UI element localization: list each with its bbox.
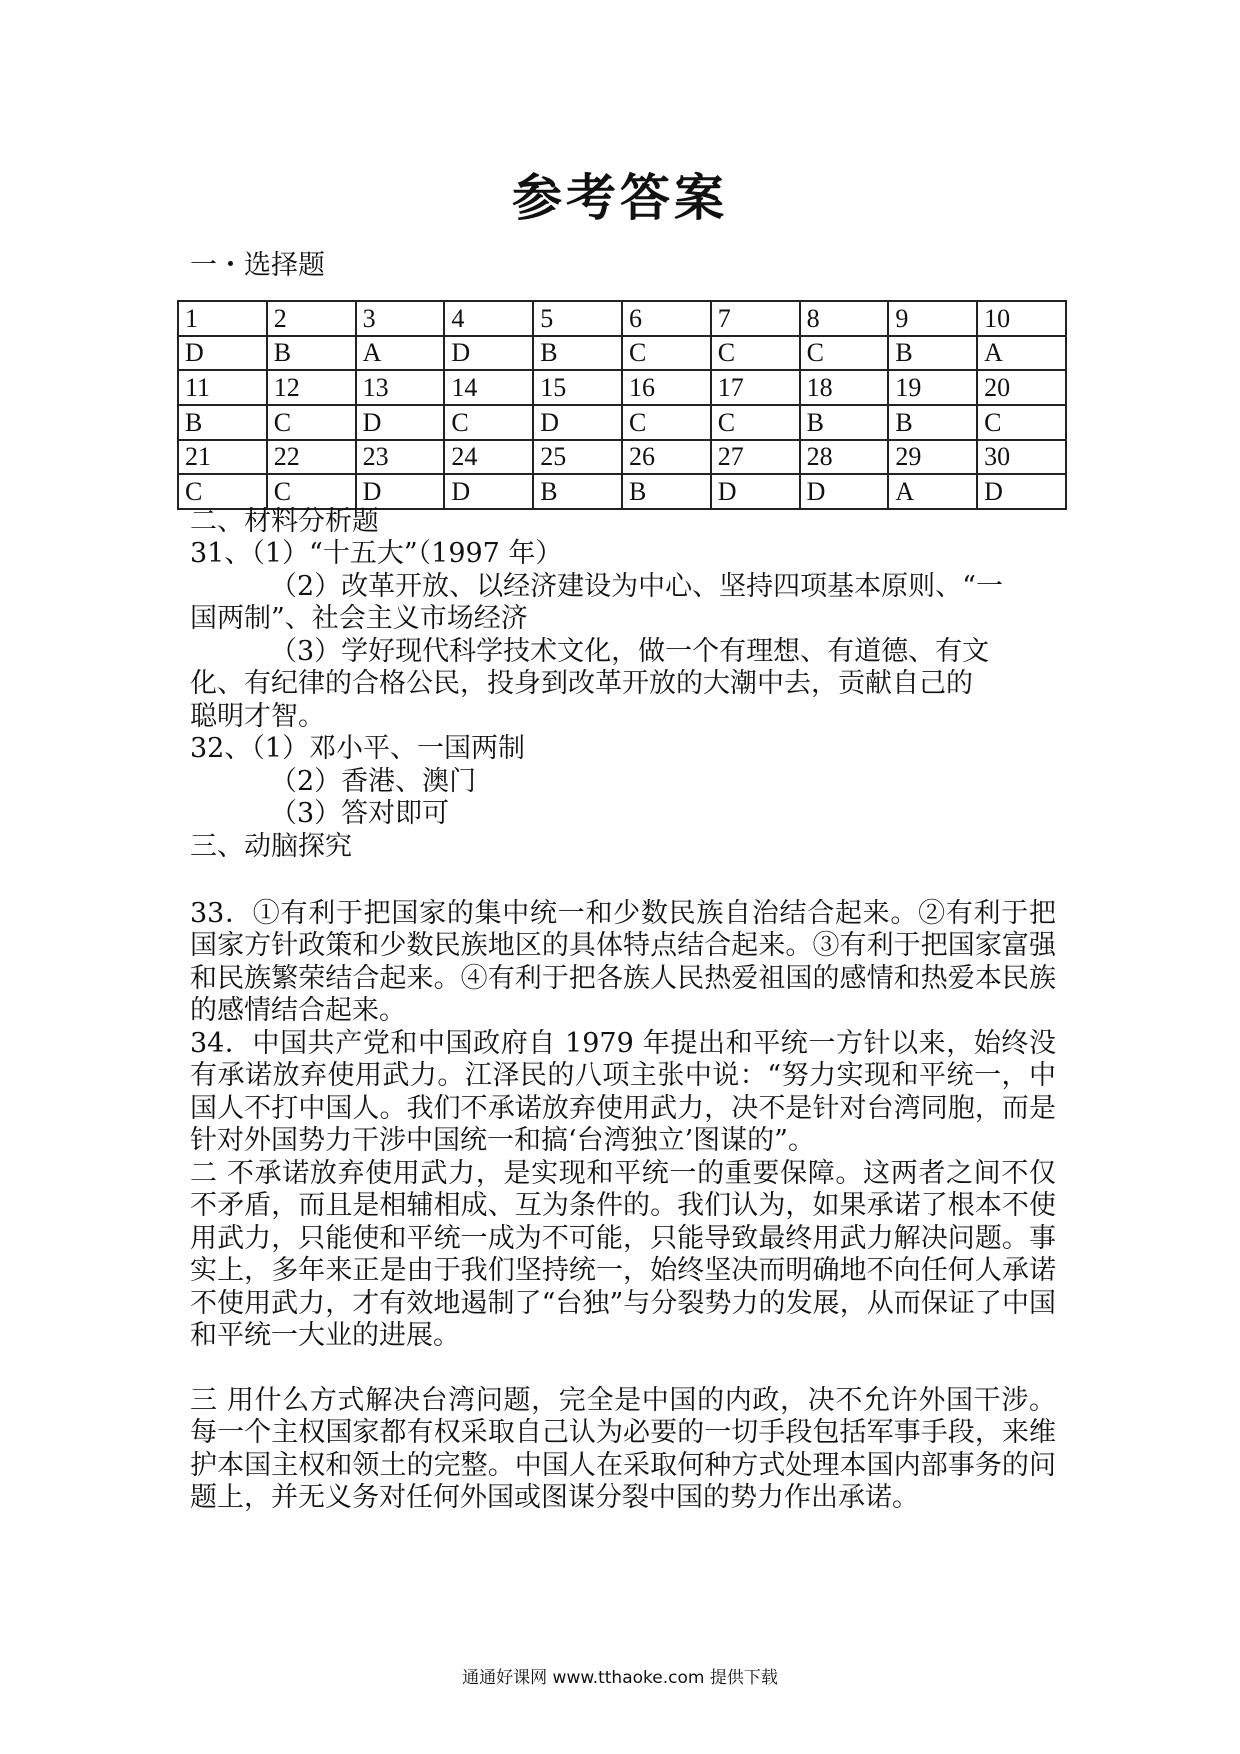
- answer-letter-cell: C: [267, 474, 356, 509]
- question-number-cell: 26: [622, 440, 711, 475]
- q34-answer-part3: 三 用什么方式解决台湾问题，完全是中国的内政，决不允许外国干涉。每一个主权国家都有权采取自己认为必要的一切手段包括军事手段，来维护本国主权和领土的完整。中国人在采取何种方式处理本国内部事务的问题上，并无义务对任何外国或图谋分裂中国的势力作出承诺。: [190, 1385, 1056, 1514]
- answer-letter-cell: D: [444, 336, 533, 371]
- q34-answer-part2: 二 不承诺放弃使用武力，是实现和平统一的重要保障。这两者之间不仅不矛盾，而且是相辅相成、互为条件的。我们认为，如果承诺了根本不使用武力，只能使和平统一成为不可能，只能导致最终用武力解决问题。事实上，多年来正是由于我们坚持统一，始终坚决而明确地不向任何人承诺不使用武力，才有效地遏制了“台独”与分裂势力的发展，从而保证了中国和平统一大业的进展。: [190, 1158, 1056, 1352]
- answer-letter-cell: D: [977, 474, 1066, 509]
- answer-letter-cell: A: [356, 336, 445, 371]
- answer-table: [177, 300, 1067, 510]
- answer-letter-cell: C: [622, 336, 711, 371]
- question-number-cell: 29: [888, 440, 977, 475]
- answer-letter-cell: B: [800, 405, 889, 440]
- q31-part3-line1: （3）学好现代科学技术文化，做一个有理想、有道德、有文: [270, 636, 990, 667]
- question-number-row: [178, 370, 1066, 405]
- answer-letter-cell: B: [533, 336, 622, 371]
- answer-letter-cell: C: [800, 336, 889, 371]
- answer-letter-cell: B: [622, 474, 711, 509]
- question-number-cell: 30: [977, 440, 1066, 475]
- answer-letter-cell: D: [533, 405, 622, 440]
- question-number-cell: 22: [267, 440, 356, 475]
- answer-letter-row: [178, 336, 1066, 371]
- q31-part3-line2: 化、有纪律的合格公民，投身到改革开放的大潮中去，贡献自己的: [190, 668, 973, 699]
- q31-part2-line2: 国两制”、社会主义市场经济: [190, 603, 528, 634]
- question-number-cell: 3: [356, 301, 445, 336]
- section3-heading: 三、动脑探究: [190, 831, 352, 862]
- answer-letter-cell: C: [977, 405, 1066, 440]
- question-number-cell: 2: [267, 301, 356, 336]
- answer-letter-cell: C: [711, 405, 800, 440]
- answer-letter-cell: B: [178, 405, 267, 440]
- q32-part2: （2）香港、澳门: [270, 766, 477, 797]
- question-number-cell: 1: [178, 301, 267, 336]
- question-number-cell: 6: [622, 301, 711, 336]
- answer-letter-cell: C: [444, 405, 533, 440]
- q32-part3: （3）答对即可: [270, 798, 450, 829]
- answer-letter-cell: C: [178, 474, 267, 509]
- section2-heading: 二、材料分析题: [190, 506, 379, 537]
- answer-letter-cell: C: [267, 405, 356, 440]
- question-number-cell: 10: [977, 301, 1066, 336]
- question-number-cell: 27: [711, 440, 800, 475]
- answer-letter-cell: D: [178, 336, 267, 371]
- page-footer: 通通好课网 www.tthaoke.com 提供下载: [462, 1668, 778, 1688]
- answer-letter-row: [178, 474, 1066, 509]
- answer-letter-cell: D: [356, 474, 445, 509]
- question-number-cell: 21: [178, 440, 267, 475]
- q31-part2-line1: （2）改革开放、以经济建设为中心、坚持四项基本原则、“一: [270, 571, 1003, 602]
- question-number-cell: 14: [444, 370, 533, 405]
- question-number-cell: 17: [711, 370, 800, 405]
- q34-answer-part1: 34．中国共产党和中国政府自 1979 年提出和平统一方针以来，始终没有承诺放弃使用武力。江泽民的八项主张中说：“努力实现和平统一，中国人不打中国人。我们不承诺放弃使用武力，决不是针对台湾同胞，而是针对外国势力干涉中国统一和搞‘台湾独立’图谋的”。: [190, 1028, 1056, 1157]
- question-number-cell: 24: [444, 440, 533, 475]
- question-number-row: [178, 301, 1066, 336]
- question-number-cell: 20: [977, 370, 1066, 405]
- section1-heading: 一・选择题: [190, 250, 325, 281]
- page-title: 参考答案: [512, 168, 728, 227]
- question-number-cell: 9: [888, 301, 977, 336]
- answer-letter-row: [178, 405, 1066, 440]
- question-number-cell: 16: [622, 370, 711, 405]
- question-number-cell: 19: [888, 370, 977, 405]
- question-number-cell: 13: [356, 370, 445, 405]
- question-number-row: [178, 440, 1066, 475]
- question-number-cell: 23: [356, 440, 445, 475]
- answer-letter-cell: C: [622, 405, 711, 440]
- answer-letter-cell: C: [711, 336, 800, 371]
- question-number-cell: 25: [533, 440, 622, 475]
- question-number-cell: 4: [444, 301, 533, 336]
- answer-letter-cell: D: [711, 474, 800, 509]
- answer-letter-cell: D: [800, 474, 889, 509]
- q31-part3-line3: 聪明才智。: [190, 701, 325, 732]
- answer-letter-cell: B: [267, 336, 356, 371]
- question-number-cell: 12: [267, 370, 356, 405]
- answer-letter-cell: A: [888, 474, 977, 509]
- q33-answer: 33．①有利于把国家的集中统一和少数民族自治结合起来。②有利于把国家方针政策和少数民族地区的具体特点结合起来。③有利于把国家富强和民族繁荣结合起来。④有利于把各族人民热爱祖国的感情和热爱本民族的感情结合起来。: [190, 898, 1056, 1027]
- question-number-cell: 7: [711, 301, 800, 336]
- q31-part1: 31、（1）“十五大”（1997 年）: [190, 538, 563, 569]
- question-number-cell: 8: [800, 301, 889, 336]
- answer-letter-cell: B: [888, 336, 977, 371]
- answer-letter-cell: D: [356, 405, 445, 440]
- question-number-cell: 5: [533, 301, 622, 336]
- answer-letter-cell: D: [444, 474, 533, 509]
- q32-part1: 32、（1）邓小平、一国两制: [190, 733, 526, 764]
- answer-letter-cell: A: [977, 336, 1066, 371]
- answer-letter-cell: B: [888, 405, 977, 440]
- question-number-cell: 18: [800, 370, 889, 405]
- answer-letter-cell: B: [533, 474, 622, 509]
- question-number-cell: 11: [178, 370, 267, 405]
- question-number-cell: 28: [800, 440, 889, 475]
- question-number-cell: 15: [533, 370, 622, 405]
